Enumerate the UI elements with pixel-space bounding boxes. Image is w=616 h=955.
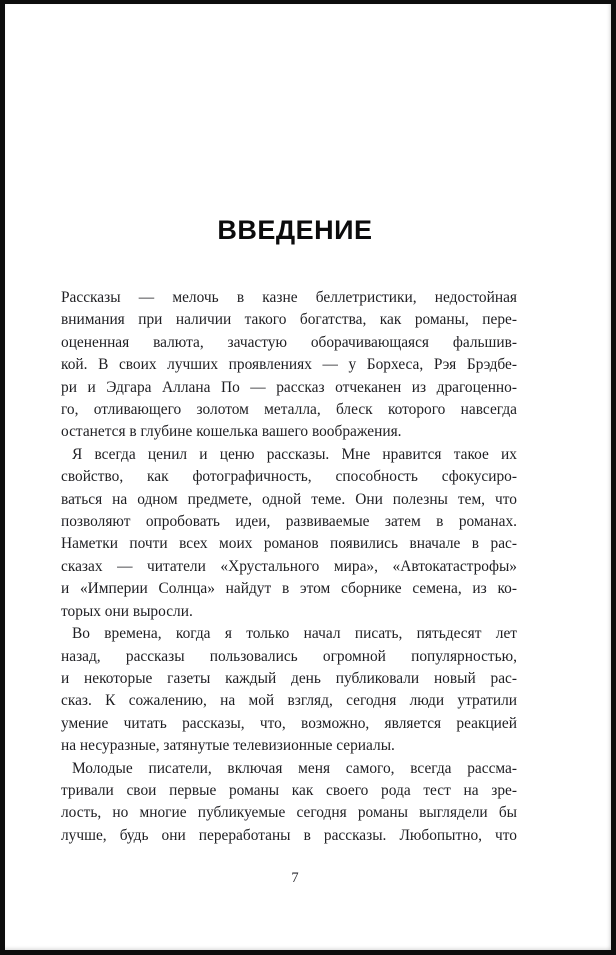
text-line: ри и Эдгара Аллана По — рассказ отчеканен из драгоценно-: [61, 378, 517, 396]
text-line: и некоторые газеты каждый день публиковали новый рас-: [61, 669, 517, 687]
text-column: [61, 4, 517, 888]
text-line: го, отливающего золотом металла, блеск которого навсегда: [61, 401, 517, 419]
text-line: кой. В своих лучших проявлениях — у Борхеса, Рэя Брэдбе-: [61, 356, 517, 374]
text-line: ваться на одном предмете, одной теме. Они полезны тем, что: [61, 490, 517, 508]
text-line: лучше, будь они переработаны в рассказы. Любопытно, что: [61, 826, 517, 844]
text-line: тривали свои первые романы как своего рода тест на зре-: [61, 781, 517, 799]
text-line: и «Империи Солнца» найдут в этом сборнике семена, из ко-: [61, 580, 517, 598]
paragraph: [61, 758, 517, 848]
text-line: Рассказы — мелочь в казне беллетристики, недостойная: [61, 289, 517, 306]
text-line: лость, но многие публикуемые сегодня романы выглядели бы: [61, 804, 517, 822]
text-line: сказ. К сожалению, на мой взгляд, сегодня люди утратили: [61, 692, 517, 710]
paragraph: [61, 287, 517, 444]
text-line: Я всегда ценил и ценю рассказы. Мне нравится такое их: [72, 445, 517, 463]
text-line: торых они выросли.: [61, 602, 193, 620]
text-line: Во времена, когда я только начал писать, пятьдесят лет: [72, 625, 517, 643]
paragraph: [61, 623, 517, 757]
text-line: Наметки почти всех моих романов появились вначале в рас-: [61, 535, 517, 553]
text-line: оцененная валюта, зачастую оборачивающаяся фальшив-: [61, 333, 517, 351]
text-line: внимания при наличии такого богатства, как романы, пере-: [61, 311, 517, 329]
book-page: [5, 4, 611, 950]
text-line: умение читать рассказы, что, возможно, является реакцией: [61, 714, 517, 732]
page-number: 7: [291, 870, 299, 887]
body-text: [61, 287, 517, 847]
text-line: останется в глубине кошелька вашего воображения.: [61, 423, 402, 441]
paragraph: [61, 444, 517, 623]
text-line: назад, рассказы пользовались огромной популярностью,: [61, 647, 517, 665]
text-line: на несуразные, затянутые телевизионные сериалы.: [61, 737, 395, 755]
text-line: позволяют опробовать идеи, развиваемые затем в романах.: [61, 513, 517, 531]
chapter-heading: ВВЕДЕНИЕ: [217, 215, 373, 245]
text-line: Молодые писатели, включая меня самого, всегда рассма-: [72, 759, 517, 777]
text-line: сказах — читатели «Хрустального мира», «Автокатастрофы»: [61, 557, 517, 575]
text-line: свойство, как фотографичность, способность сфокусиро-: [61, 468, 517, 486]
